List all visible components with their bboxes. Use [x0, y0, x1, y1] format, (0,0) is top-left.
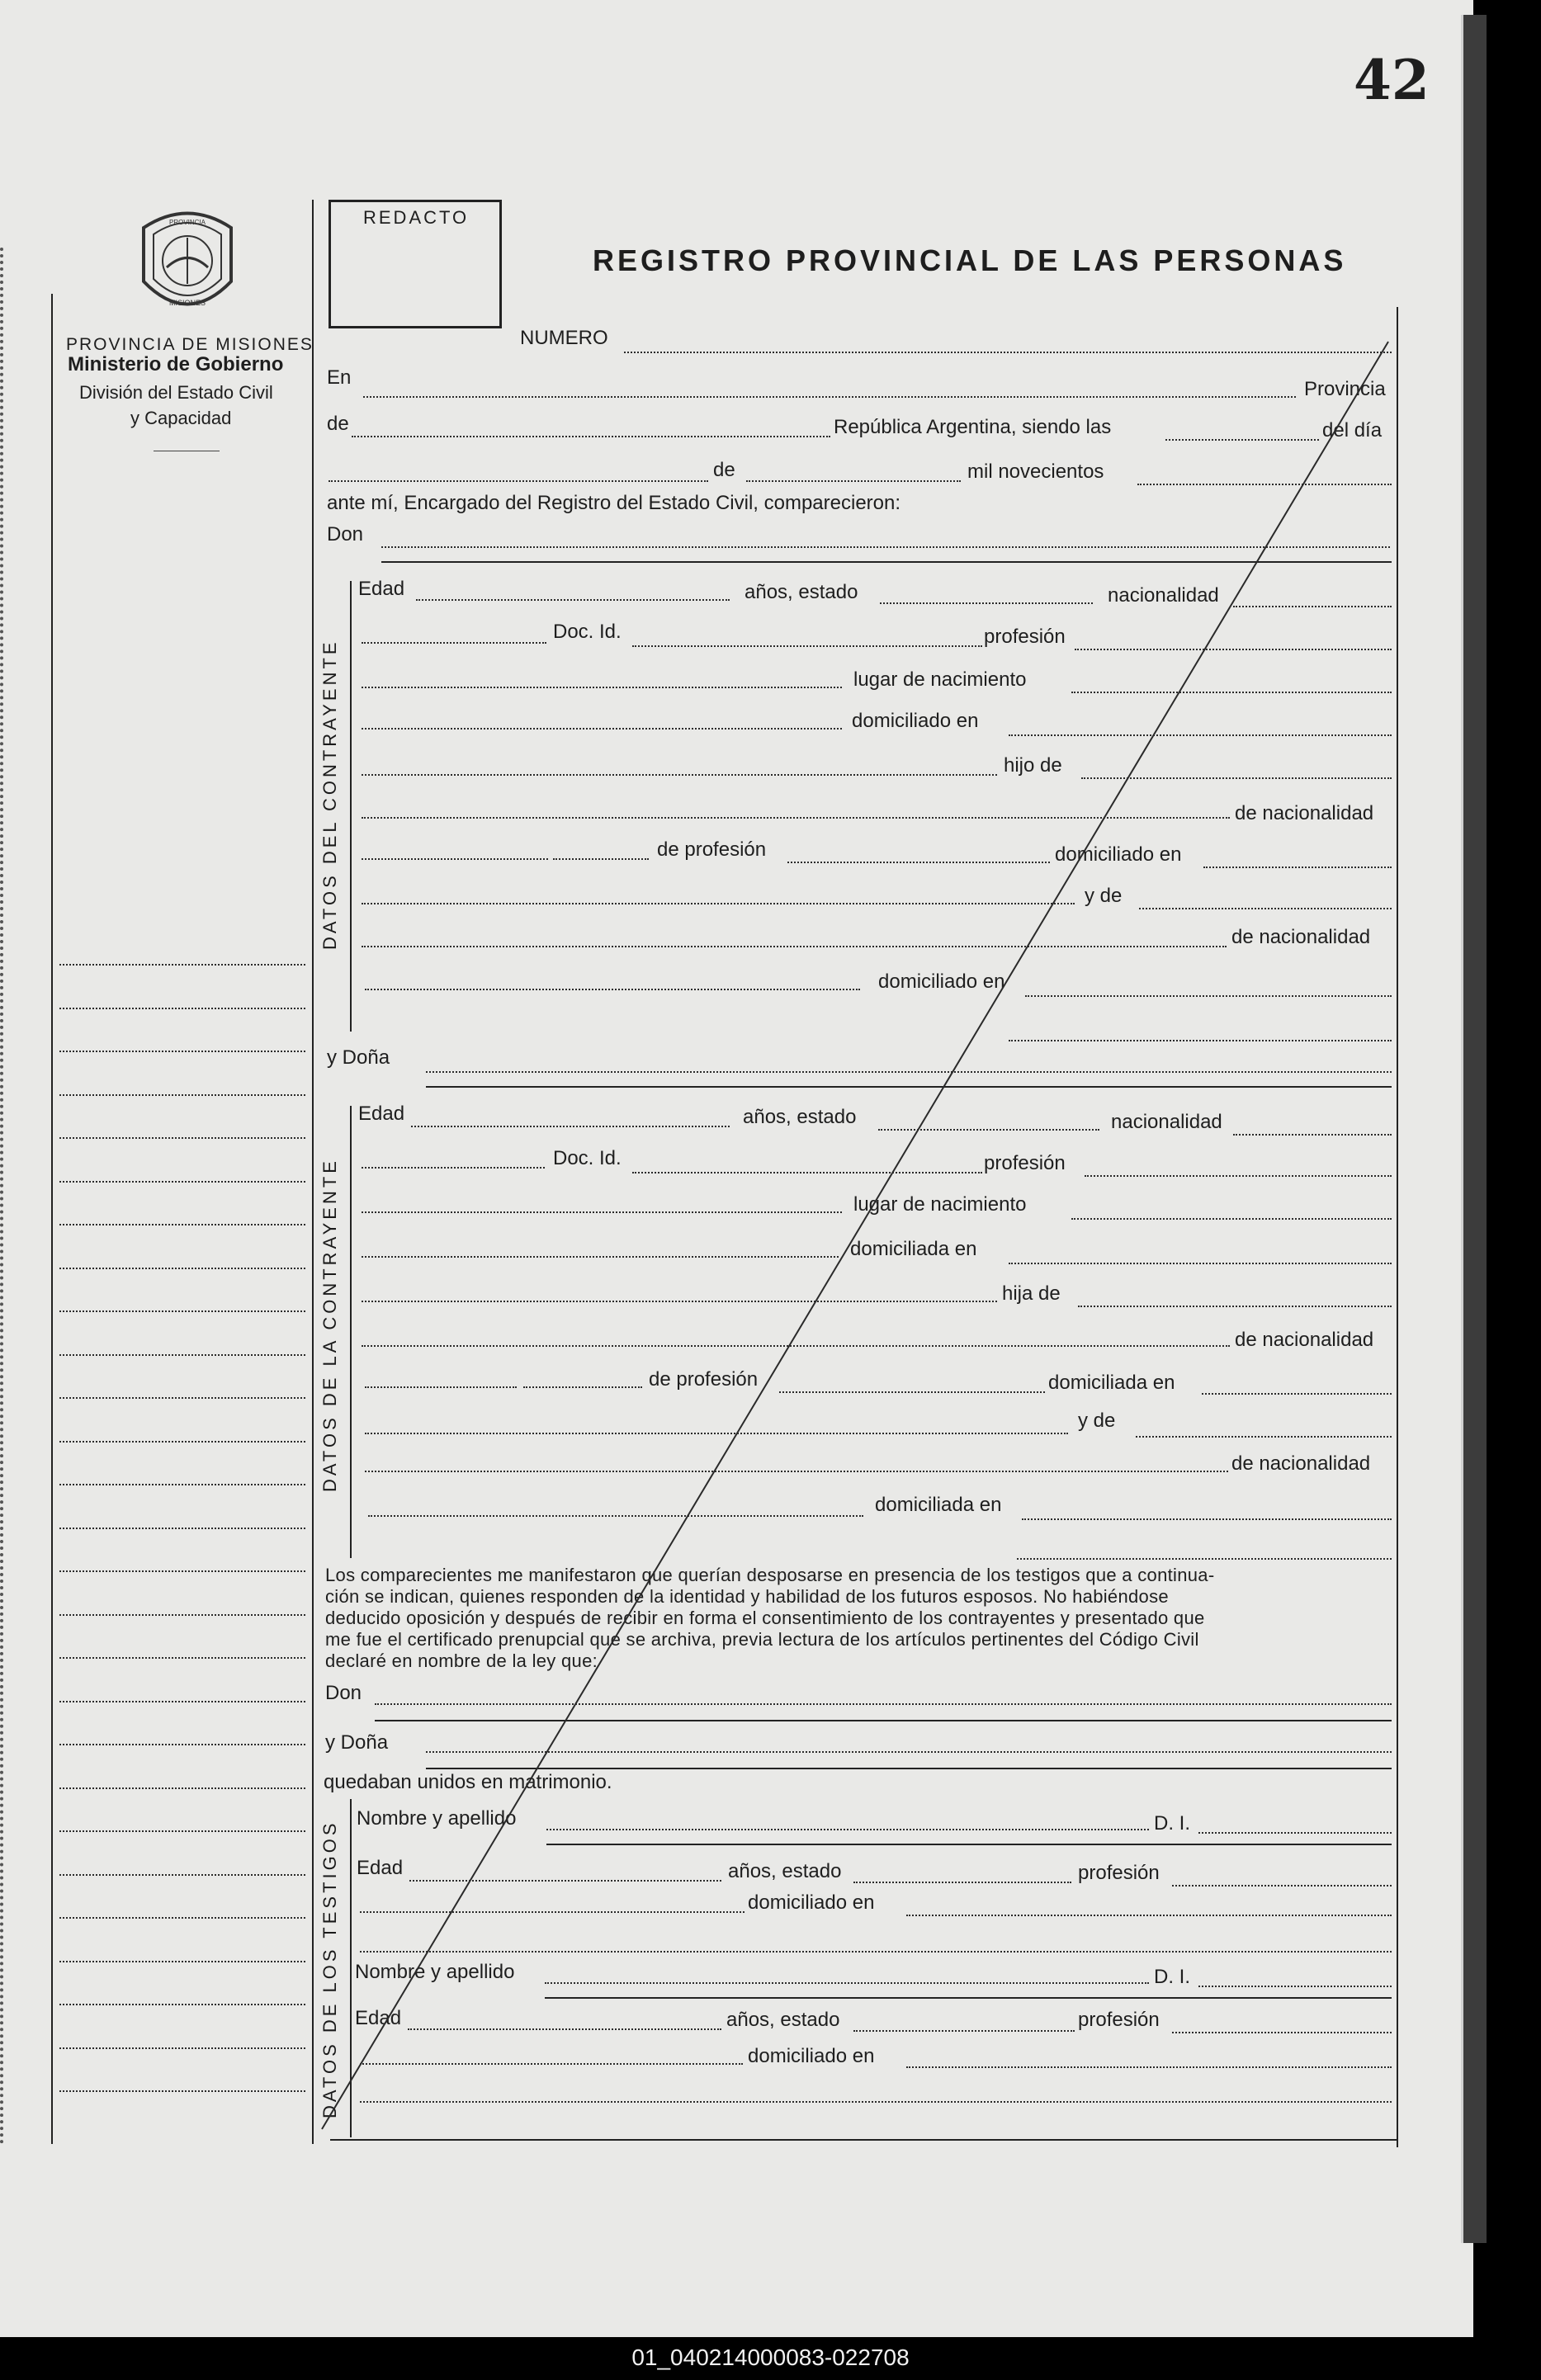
groom-side-label: DATOS DEL CONTRAYENTE	[319, 639, 340, 950]
province-label: PROVINCIA DE MISIONES	[66, 335, 314, 354]
ante-label: ante mí, Encargado del Registro del Estado Civil, comparecieron:	[327, 492, 901, 514]
bride-doc-label: Doc. Id.	[553, 1147, 622, 1169]
bride-edad-label: Edad	[358, 1103, 405, 1125]
w2-prof-label: profesión	[1078, 2009, 1160, 2031]
seal-text-top: PROVINCIA	[168, 219, 206, 226]
groom-prof-label: profesión	[984, 626, 1066, 648]
bride-yde-label: y de	[1078, 1410, 1116, 1432]
groom-anos-label: años, estado	[745, 581, 858, 603]
bride-dom-label: domiciliada en	[850, 1238, 977, 1260]
bride-dom2-label: domiciliada en	[1048, 1372, 1175, 1394]
w1-anos-label: años, estado	[728, 1860, 842, 1882]
en-label: En	[327, 366, 352, 389]
groom-denac2-label: de nacionalidad	[1231, 926, 1371, 948]
groom-yde-label: y de	[1085, 885, 1123, 907]
quedaban-label: quedaban unidos en matrimonio.	[324, 1771, 612, 1793]
del-dia-label: del día	[1322, 419, 1383, 442]
ministry-label: Ministerio de Gobierno	[68, 353, 284, 375]
declaration-line: deducido oposición y después de recibir en forma el consentimiento de los contrayentes y presentado que	[325, 1608, 1205, 1628]
mil-label: mil novecientos	[967, 460, 1104, 483]
after-y-dona-label: y Doña	[325, 1731, 389, 1754]
declaration-line: me fue el certificado prenupcial que se archiva, previa lectura de los artículos pertinentes del Código Civil	[325, 1629, 1199, 1650]
groom-deprof-label: de profesión	[657, 838, 767, 861]
division-label: División del Estado Civil	[79, 382, 273, 403]
groom-dom3-label: domiciliado en	[878, 970, 1005, 993]
w1-di-label: D. I.	[1154, 1812, 1191, 1835]
de2-label: de	[713, 459, 735, 481]
bride-denac2-label: de nacionalidad	[1231, 1452, 1371, 1475]
w1-dom-label: domiciliado en	[748, 1891, 875, 1914]
declaration-line: Los comparecientes me manifestaron que querían desposarse en presencia de los testigos que a continua-	[325, 1565, 1215, 1585]
form-title: REGISTRO PROVINCIAL DE LAS PERSONAS	[593, 243, 1347, 277]
numero-label: NUMERO	[520, 327, 608, 349]
w1-nombre-label: Nombre y apellido	[357, 1807, 517, 1830]
groom-denac-label: de nacionalidad	[1235, 802, 1374, 824]
groom-hijo-label: hijo de	[1004, 754, 1062, 777]
declaration-line: ción se indican, quienes responden de la identidad y habilidad de los futuros esposos. No habiéndose	[325, 1586, 1169, 1607]
declaration-line: declaré en nombre de la ley que:	[325, 1650, 598, 1671]
witness-side-label: DATOS DE LOS TESTIGOS	[319, 1820, 340, 2118]
w2-nombre-label: Nombre y apellido	[355, 1961, 515, 1983]
bride-lugar-label: lugar de nacimiento	[853, 1193, 1027, 1216]
after-don-label: Don	[325, 1682, 362, 1704]
groom-dom2-label: domiciliado en	[1055, 843, 1182, 866]
provincia-label: Provincia	[1304, 378, 1386, 400]
bride-denac-label: de nacionalidad	[1235, 1329, 1374, 1351]
bride-deprof-label: de profesión	[649, 1368, 759, 1391]
capacity-label: y Capacidad	[130, 408, 232, 428]
groom-nac-label: nacionalidad	[1108, 584, 1219, 607]
groom-lugar-label: lugar de nacimiento	[853, 668, 1027, 691]
bride-anos-label: años, estado	[743, 1106, 857, 1128]
w1-edad-label: Edad	[357, 1857, 404, 1879]
archive-id: 01_040214000083-022708	[631, 2345, 910, 2370]
bride-prof-label: profesión	[984, 1152, 1066, 1174]
w1-prof-label: profesión	[1078, 1862, 1160, 1884]
don-label: Don	[327, 523, 364, 545]
w2-dom-label: domiciliado en	[748, 2045, 875, 2067]
republica-label: República Argentina, siendo las	[834, 416, 1112, 438]
y-dona-label: y Doña	[327, 1046, 390, 1069]
groom-dom-label: domiciliado en	[852, 710, 979, 732]
groom-edad-label: Edad	[358, 578, 405, 600]
bride-nac-label: nacionalidad	[1111, 1111, 1222, 1133]
seal-text-bottom: MISIONES	[168, 299, 206, 307]
de-label: de	[327, 413, 349, 435]
w2-di-label: D. I.	[1154, 1966, 1191, 1988]
page-number: 42	[1354, 48, 1430, 112]
groom-doc-label: Doc. Id.	[553, 621, 622, 643]
bride-dom3-label: domiciliada en	[875, 1494, 1002, 1516]
w2-anos-label: años, estado	[726, 2009, 840, 2031]
redacto-label: REDACTO	[363, 207, 470, 228]
w2-edad-label: Edad	[355, 2007, 402, 2029]
bride-side-label: DATOS DE LA CONTRAYENTE	[319, 1158, 340, 1492]
bride-hija-label: hija de	[1002, 1282, 1061, 1305]
